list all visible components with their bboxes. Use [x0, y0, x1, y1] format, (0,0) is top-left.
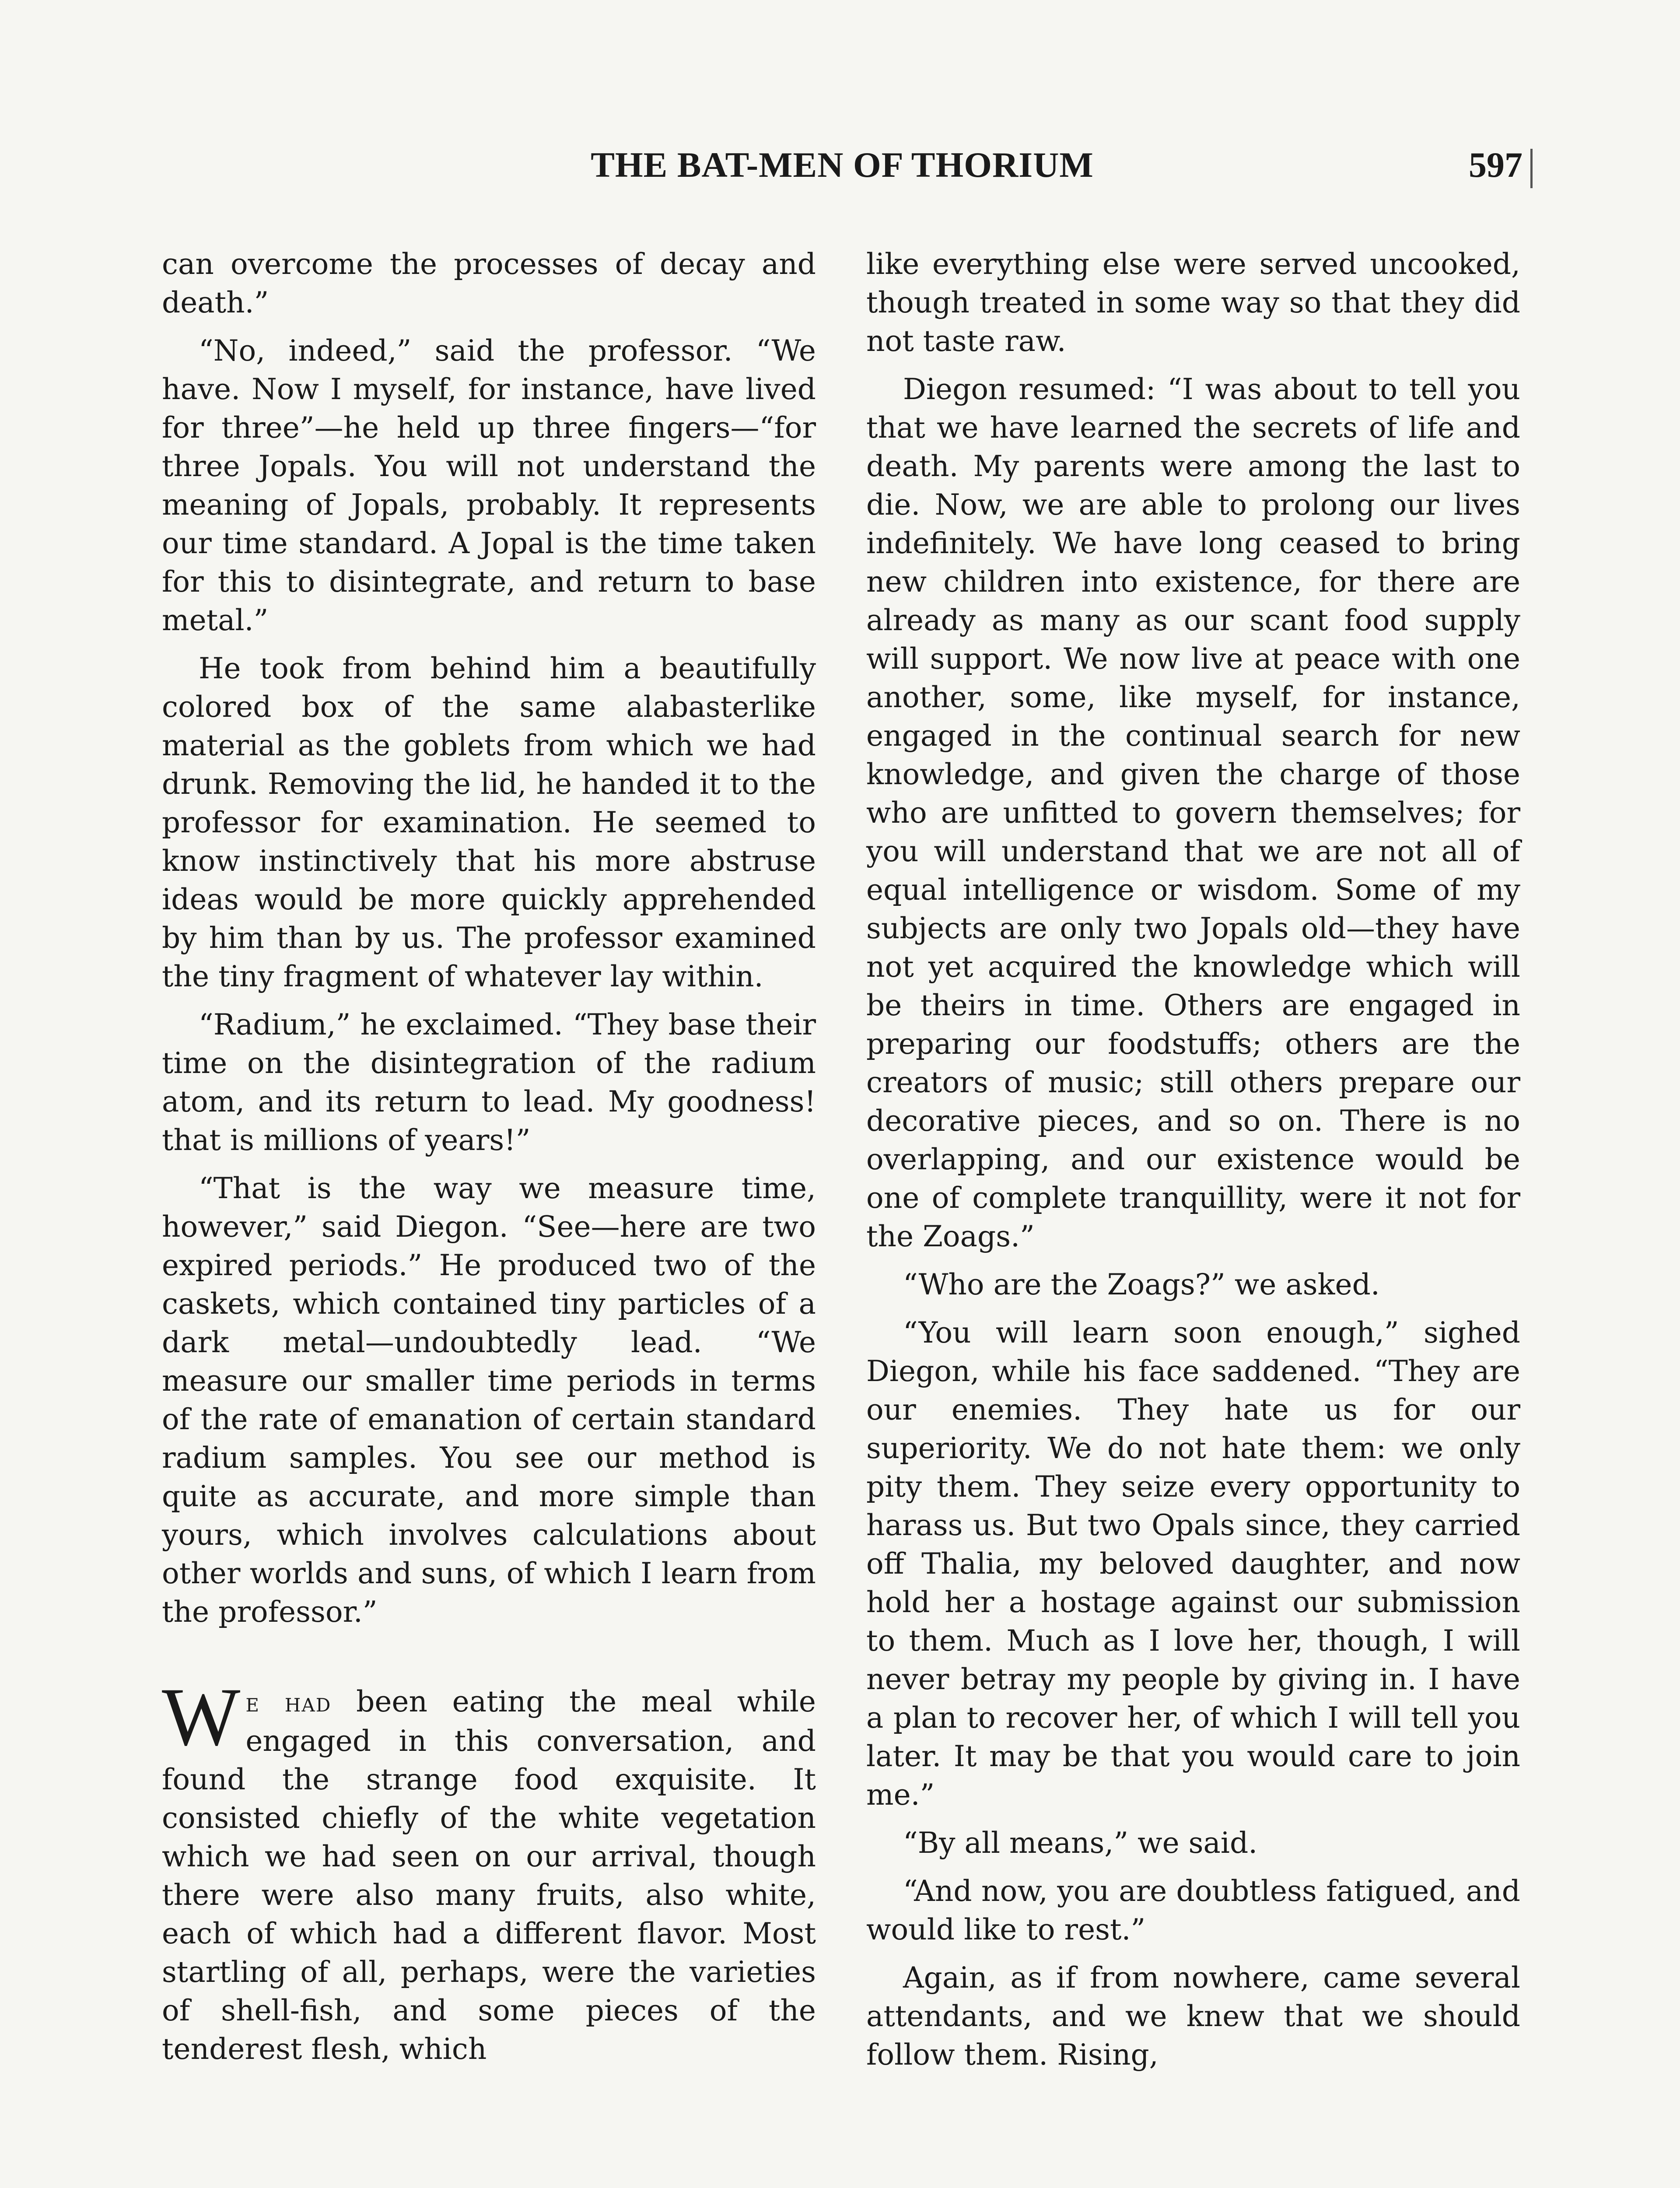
paragraph: “You will learn soon enough,” sighed Diegon, while his face saddened. “They are our enemies. They hate us for our superiority. We do not hate them: we only pity them. They seize every opportunity to harass us. But two Opals since, they carried off Thalia, my beloved daughter, and now hold her a hostage against our submission to them. Much as I love her, though, I will never betray my people by giving in. I have a plan to recover her, of which I will tell you later. It may be that you would care to join me.” [866, 1316, 1520, 1812]
running-title: THE BAT-MEN OF THORIUM [591, 145, 1094, 185]
paragraph: “Who are the Zoags?” we asked. [903, 1268, 1380, 1301]
section-opening-paragraph [162, 1671, 816, 2069]
paragraph: Diegon resumed: “I was about to tell you that we have learned the secrets of life and death. My parents were among the last to die. Now, we are able to prolong our lives indefinitely. We have long ceased to bring new children into existence, for there are already as many as our scant food supply will support. We now live at peace with one another, some, like myself, for instance, engaged in the continual search for new knowledge, and given the charge of those who are unfitted to govern themselves; for you will understand that we are not all of equal intelligence or wisdom. Some of my subjects are only two Jopals old—they have not yet acquired the knowledge which will be theirs in time. Others are engaged in preparing our foodstuffs; others are the creators of music; still others prepare our decorative pieces, and so on. There is no overlapping, and our existence would be one of complete tranquillity, were it not for the Zoags.” [866, 372, 1520, 1253]
paragraph-text: been eating the meal while engaged in this conversation, and found the strange food exquisite. It consisted chiefly of the white vegetation which we had seen on our arrival, though there were also many fruits, also white, each of which had a different flavor. Most startling of all, perhaps, were the varieties of shell-fish, and some pieces of the tenderest flesh, which [162, 1685, 816, 2066]
paragraph: “That is the way we measure time, however,” said Diegon. “See—here are two expired periods.” He produced two of the caskets, which contained tiny particles of a dark metal—undoubtedly lead. “We measure our smaller time periods in terms of the rate of emanation of certain standard radium samples. You see our method is quite as accurate, and more simple than yours, which involves calculations about other worlds and suns, of which I learn from the professor.” [162, 1171, 816, 1629]
running-header [162, 144, 1522, 197]
page-number: 597 [1469, 145, 1522, 185]
section-break [162, 1641, 816, 1683]
page-edge-mark [1530, 149, 1533, 188]
paragraph: “And now, you are doubtless fatigued, and would like to rest.” [866, 1874, 1520, 1946]
paragraph: “Radium,” he exclaimed. “They base their time on the disintegration of the radium atom, and its return to lead. My goodness! that is millions of years!” [162, 1008, 816, 1157]
paragraph: He took from behind him a beautifully colored box of the same alabasterlike material as the goblets from which we had drunk. Removing the lid, he handed it to the professor for examination. He seemed to know instinctively that his more abstruse ideas would be more quickly apprehended by him than by us. The professor examined the tiny fragment of whatever lay within. [162, 652, 816, 993]
small-caps-lead: e had [245, 1687, 332, 1718]
paragraph: Again, as if from nowhere, came several attendants, and we knew that we should follow them. Rising, [866, 1961, 1520, 2072]
drop-cap: W [162, 1671, 241, 1763]
left-column [162, 245, 816, 2078]
right-column [866, 245, 1520, 2084]
paragraph: “No, indeed,” said the professor. “We have. Now I myself, for instance, have lived for three”—he held up three fingers—“for three Jopals. You will not understand the meaning of Jopals, probably. It represents our time standard. A Jopal is the time taken for this to disintegrate, and return to base metal.” [162, 334, 816, 637]
paragraph: “By all means,” we said. [903, 1826, 1258, 1860]
paragraph: can overcome the processes of decay and death.” [162, 247, 816, 319]
paragraph: like everything else were served uncooked, though treated in some way so that they did not taste raw. [866, 247, 1520, 358]
